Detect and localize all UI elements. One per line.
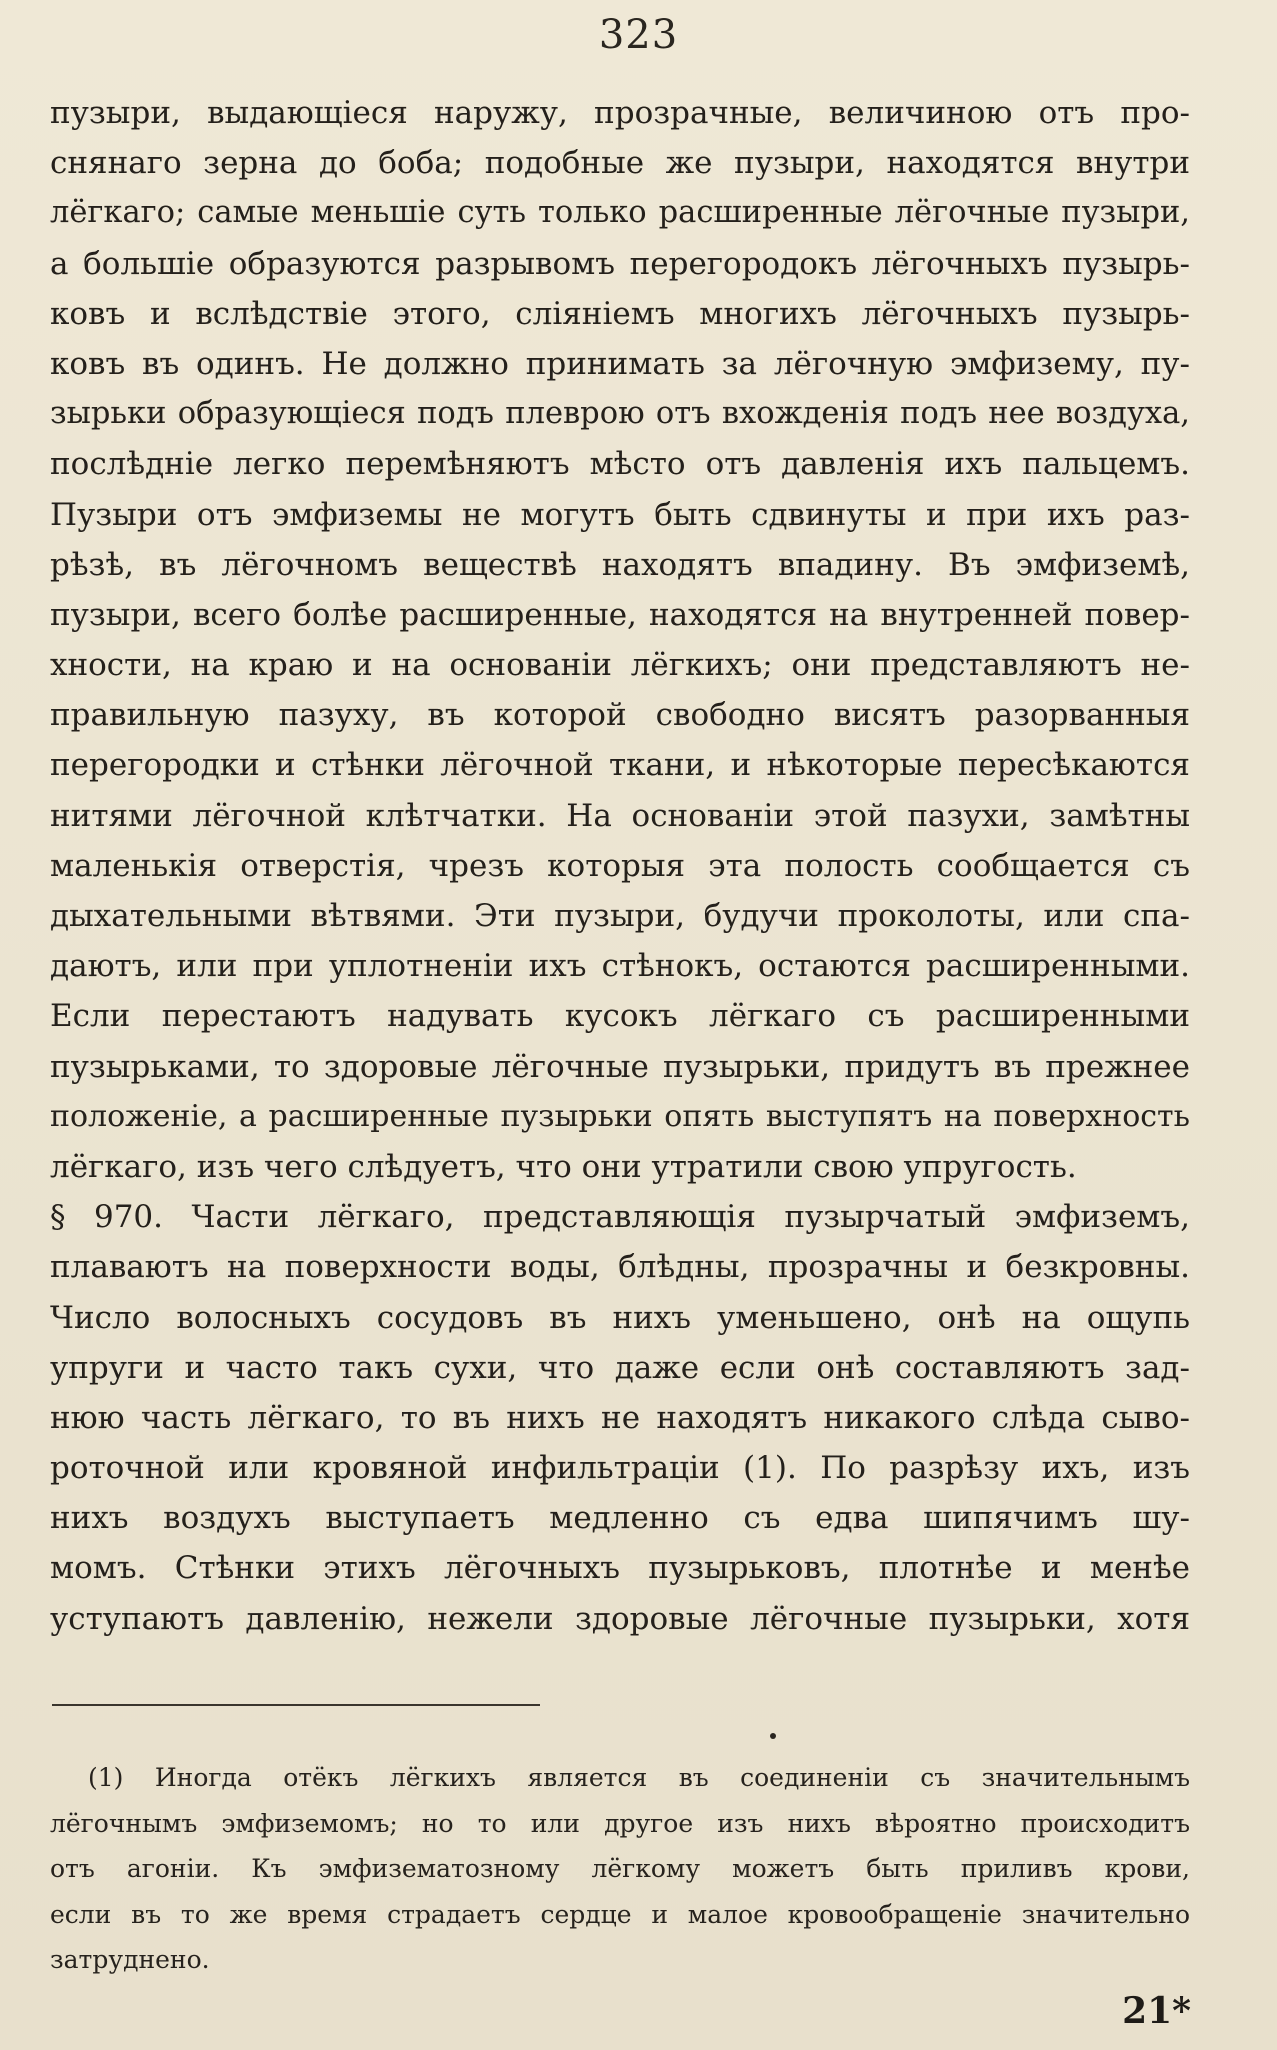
body-line: рѣзѣ, въ лёгочномъ веществѣ находятъ впадину. Въ эмфиземѣ, [50,546,1190,583]
body-line: послѣдніе легко перемѣняютъ мѣсто отъ давленія ихъ пальцемъ. [50,446,1190,483]
body-line: роточной или кровяной инфильтраціи (1). По разрѣзу ихъ, изъ [50,1450,1190,1487]
section-970-line: § 970. Части лёгкаго, представляющія пузырчатый эмфиземъ, [50,1199,1190,1236]
body-line: даютъ, или при уплотненіи ихъ стѣнокъ, остаются расширенными. [50,948,1190,985]
body-line: перегородки и стѣнки лёгочной ткани, и нѣкоторые пересѣкаются [50,747,1190,784]
body-line: нитями лёгочной клѣтчатки. На основаніи этой пазухи, замѣтны [50,797,1190,834]
body-line: момъ. Стѣнки этихъ лёгочныхъ пузырьковъ, плотнѣе и менѣе [50,1550,1190,1587]
printer-signature: 21* [1122,1990,1191,2032]
body-line: Число волосныхъ сосудовъ въ нихъ уменьшено, онѣ на ощупь [50,1299,1190,1336]
body-line: пузыри, всего болѣе расширенные, находятся на внутренней повер- [50,596,1190,633]
body-text [50,88,1190,1644]
body-line: дыхательными вѣтвями. Эти пузыри, будучи проколоты, или спа- [50,898,1190,934]
body-line: уступаютъ давленію, нежели здоровые лёгочные пузырьки, хотя [50,1600,1190,1637]
body-line: лёгкаго, изъ чего слѣдуетъ, что они утратили свою упругость. [50,1148,1077,1185]
print-speck [770,1733,776,1739]
body-line: маленькія отверстія, чрезъ которыя эта полость сообщается съ [50,847,1190,884]
body-line: пузыри, выдающіеся наружу, прозрачные, величиною отъ про- [50,95,1190,131]
body-line: ковъ въ одинъ. Не должно принимать за лёгочную эмфизему, пу- [50,345,1190,382]
body-line: ковъ и вслѣдствіе этого, сліяніемъ многихъ лёгочныхъ пузырь- [50,295,1190,332]
footnote-line: отъ агоніи. Къ эмфизематозному лёгкому можетъ быть приливъ крови, [50,1854,1190,1883]
body-line: хности, на краю и на основаніи лёгкихъ; они представляютъ не- [50,647,1190,684]
footnote [50,1755,1190,1983]
page-number: 323 [598,12,679,58]
body-line: снянаго зерна до боба; подобные же пузыри, находятся внутри [50,145,1190,182]
body-line: пузырьками, то здоровые лёгочные пузырьки, придутъ въ прежнее [50,1048,1190,1085]
footnote-divider [52,1704,540,1706]
footnote-line: (1) Иногда отёкъ лёгкихъ является въ соединеніи съ значительнымъ [88,1763,1190,1792]
body-line: нихъ воздухъ выступаетъ медленно съ едва шипячимъ шу- [50,1500,1190,1537]
body-line: нюю часть лёгкаго, то въ нихъ не находятъ никакого слѣда сыво- [50,1399,1190,1436]
footnote-line: если въ то же время страдаетъ сердце и малое кровообращеніе значительно [50,1899,1190,1929]
body-line: правильную пазуху, въ которой свободно висятъ разорванныя [50,697,1190,734]
body-line: Пузыри отъ эмфиземы не могутъ быть сдвинуты и при ихъ раз- [50,496,1190,533]
body-line: а большіе образуются разрывомъ перегородокъ лёгочныхъ пузырь- [50,245,1190,282]
body-line: плаваютъ на поверхности воды, блѣдны, прозрачны и безкровны. [50,1249,1190,1286]
body-line: лёгкаго; самые меньшіе суть только расширенные лёгочные пузыри, [50,195,1190,231]
footnote-line: затруднено. [50,1945,210,1974]
body-line: положеніе, а расширенные пузырьки опять выступятъ на поверхность [50,1098,1190,1134]
body-line: Если перестаютъ надувать кусокъ лёгкаго съ расширенными [50,998,1190,1035]
body-line: упруги и часто такъ сухи, что даже если онѣ составляютъ зад- [50,1349,1190,1386]
footnote-line: лёгочнымъ эмфиземомъ; но то или другое изъ нихъ вѣроятно происходитъ [50,1808,1190,1838]
body-line: зырьки образующіеся подъ плеврою отъ вхожденія подъ нее воздуха, [50,396,1190,432]
